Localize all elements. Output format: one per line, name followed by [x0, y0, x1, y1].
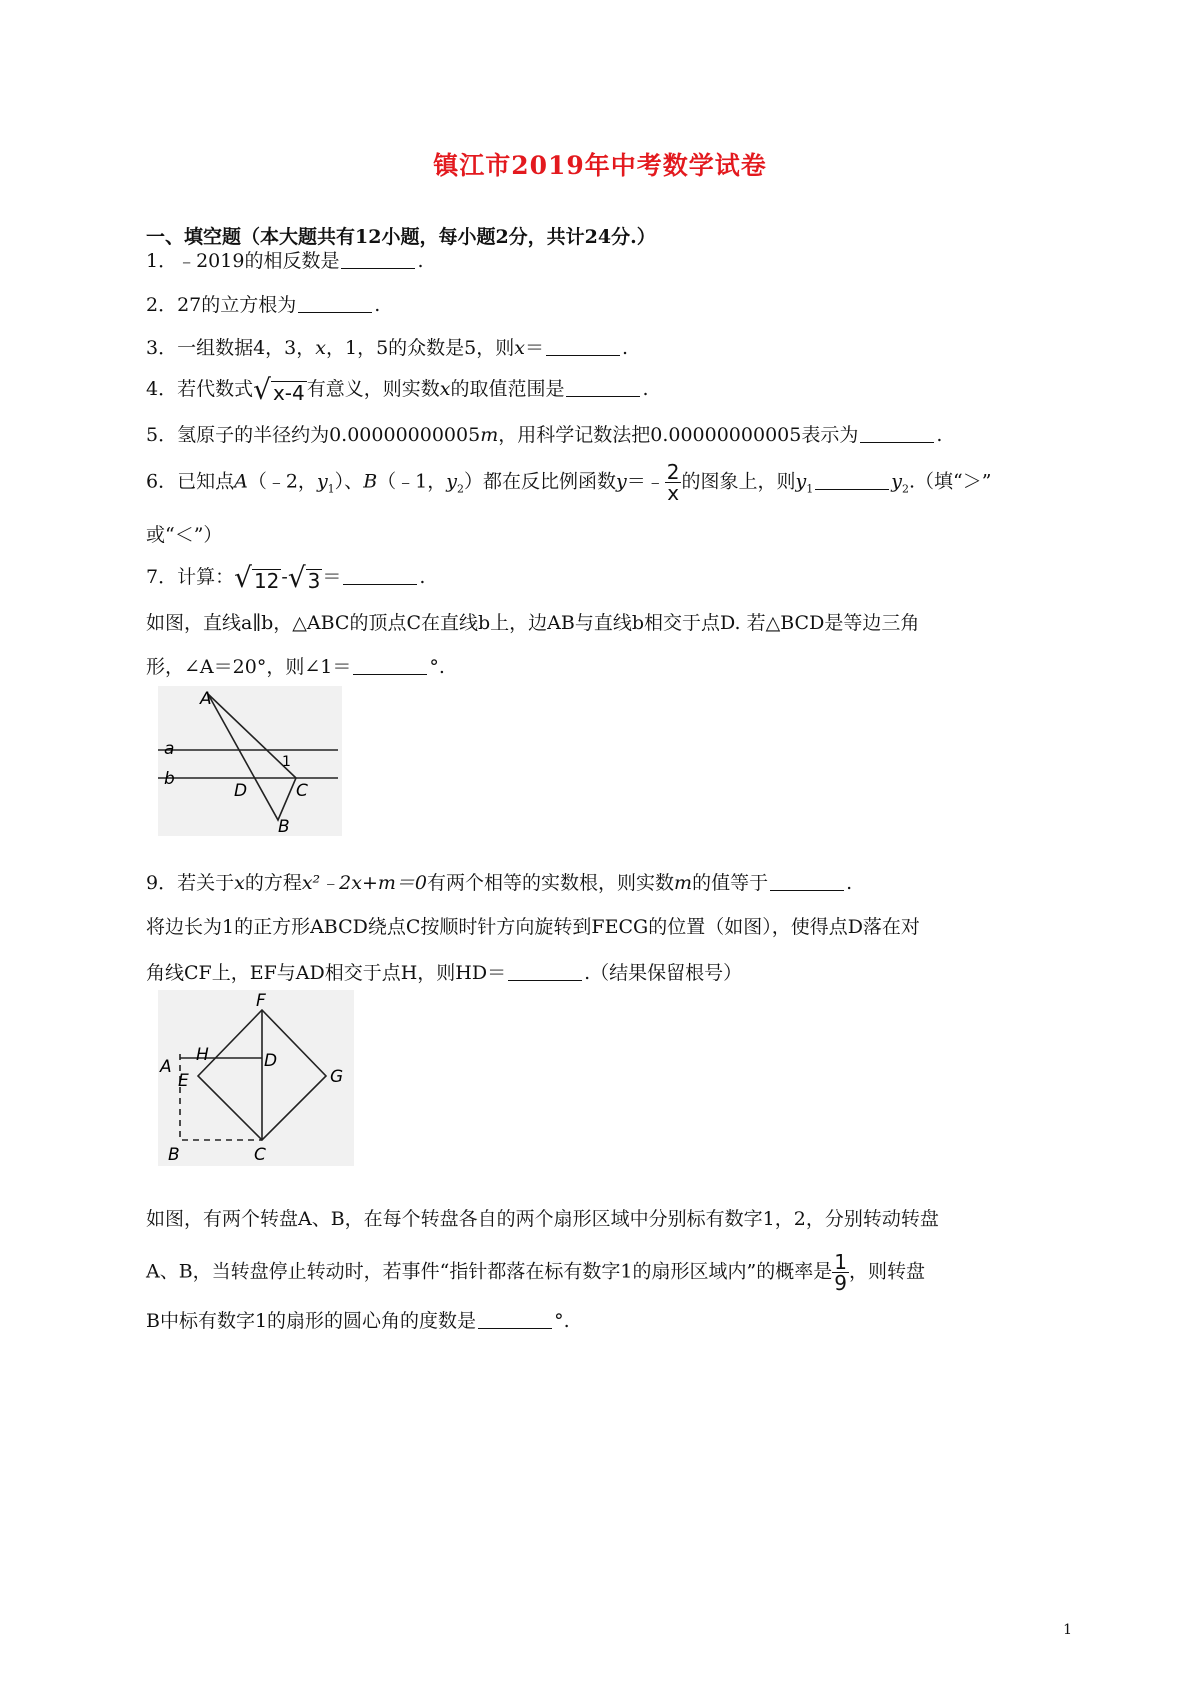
label-B: B — [168, 1145, 180, 1165]
answer-blank — [770, 874, 844, 891]
question-8-line-2: 形，∠A＝20°，则∠1＝ °. — [146, 656, 445, 678]
answer-blank — [546, 339, 620, 356]
answer-blank — [860, 426, 934, 443]
label-C: C — [296, 781, 308, 801]
question-1: 1．﹣2019的相反数是 . — [146, 250, 424, 272]
answer-blank — [353, 658, 427, 675]
label-D: D — [264, 1051, 278, 1071]
question-6: 6．已知点A（﹣2，$y_1$）、B（﹣1，$y_2$）都在反比例函数y＝﹣ $\frac{2}{x}$ 的图象上，则$y_1$ $y_2$.（填“＞” — [146, 460, 992, 505]
label-A: A — [160, 1057, 172, 1077]
answer-blank — [298, 296, 372, 313]
sqrt-expression: √ x-4 — [253, 373, 305, 406]
question-10: 将边长为1的正方形ABCD绕点C按顺时针方向旋转到FECG的位置（如图），使得点D落在对 — [146, 916, 920, 938]
exam-title: 镇江市2019年中考数学试卷 — [433, 151, 767, 180]
question-9: 9．若关于x的方程x²﹣2x+m＝0有两个相等的实数根，则实数m的值等于 . — [146, 872, 853, 894]
label-b: b — [164, 769, 175, 789]
answer-blank — [508, 964, 582, 981]
answer-blank — [343, 568, 417, 585]
figure-parallel-lines-triangle — [158, 686, 342, 836]
answer-blank — [815, 473, 889, 490]
question-4: 4．若代数式 √ x-4 有意义，则实数x的取值范围是 . — [146, 373, 649, 406]
label-B: B — [278, 817, 290, 836]
label-C: C — [254, 1145, 266, 1165]
sqrt-3: √ 3 — [287, 561, 321, 594]
label-H: H — [196, 1045, 209, 1065]
question-2: 2．27的立方根为 . — [146, 294, 381, 316]
fraction: $\frac{2}{x}$ — [666, 460, 680, 505]
question-6-line-2: 或“＜”） — [146, 524, 223, 546]
question-3: 3．一组数据4，3，x，1，5的众数是5，则x＝ . — [146, 337, 629, 359]
answer-blank — [478, 1312, 552, 1329]
sqrt-12: √ 12 — [234, 561, 280, 594]
question-11: 如图，有两个转盘A、B，在每个转盘各自的两个扇形区域中分别标有数字1，2，分别转动转盘 — [146, 1208, 939, 1230]
page-number: 1 — [1063, 1622, 1072, 1638]
label-G: G — [330, 1067, 344, 1087]
label-A: A — [200, 689, 212, 709]
question-7: 7．计算： √ 12 - √ 3 ＝ . — [146, 561, 426, 594]
section-heading: 一、填空题（本大题共有12小题，每小题2分，共计24分.） — [146, 226, 656, 248]
label-E: E — [178, 1071, 189, 1091]
question-8: 如图，直线a∥b，△ABC的顶点C在直线b上，边AB与直线b相交于点D. 若△BCD是等边三角 — [146, 612, 920, 634]
answer-blank — [566, 380, 640, 397]
question-10-line-2: 角线CF上，EF与AD相交于点H，则HD＝ .（结果保留根号） — [146, 962, 743, 984]
question-11-line-2: A、B，当转盘停止转动时，若事件“指针都落在标有数字1的扇形区域内”的概率是 $\frac{1}{9}$ ，则转盘 — [146, 1250, 925, 1295]
question-11-line-3: B中标有数字1的扇形的圆心角的度数是 °. — [146, 1310, 570, 1332]
question-5: 5．氢原子的半径约为0.00000000005m，用科学记数法把0.00000000005表示为 . — [146, 424, 943, 446]
fraction: $\frac{1}{9}$ — [834, 1250, 847, 1295]
figure-rotated-square — [158, 990, 354, 1166]
label-F: F — [256, 991, 266, 1011]
answer-blank — [341, 252, 415, 269]
label-a: a — [164, 739, 175, 759]
label-angle-1: 1 — [282, 754, 291, 770]
label-D: D — [234, 781, 248, 801]
